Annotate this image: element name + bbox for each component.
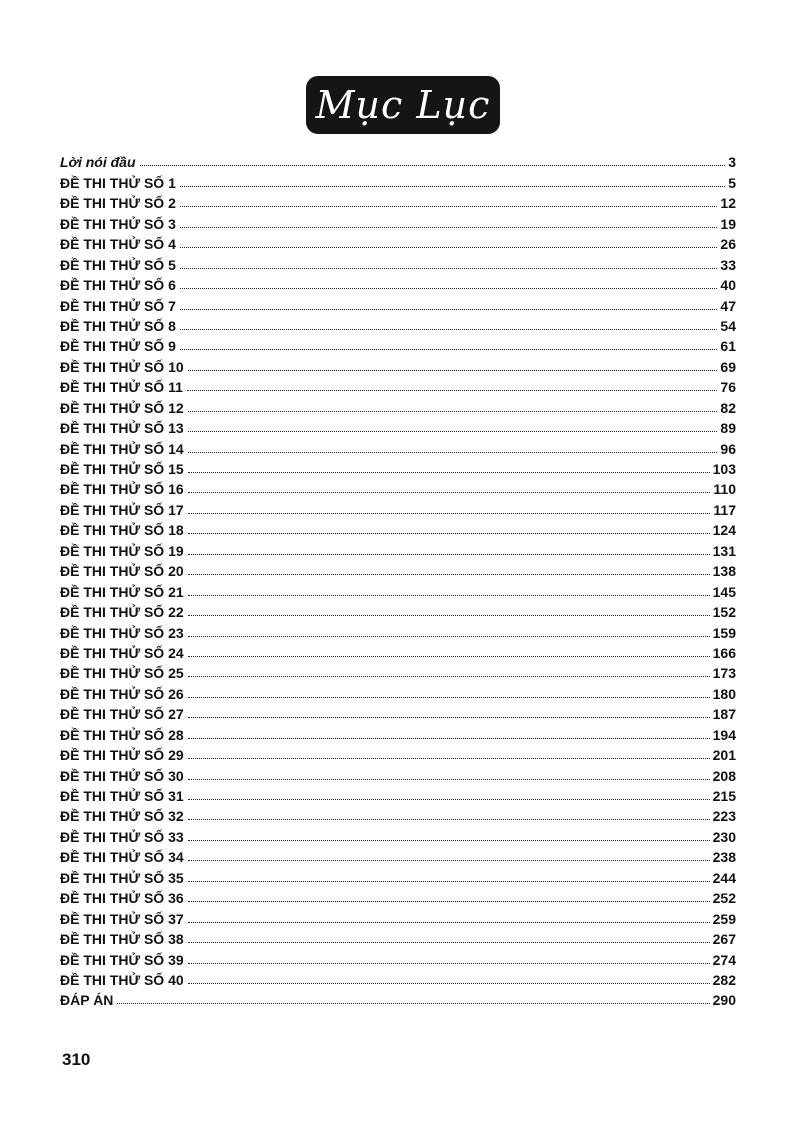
- toc-entry: [60, 538, 736, 558]
- toc-entry-page: 12: [720, 195, 736, 212]
- toc-entry-label: ĐỀ THI THỬ SỐ 14: [60, 440, 184, 457]
- toc-entry-label: ĐỀ THI THỬ SỐ 40: [60, 971, 184, 988]
- toc-entry-page: 173: [712, 665, 736, 682]
- dot-leader: [180, 349, 718, 350]
- toc-title-banner: [306, 76, 500, 134]
- toc-entry-label: ĐỀ THI THỬ SỐ 31: [60, 788, 184, 804]
- toc-entry: [60, 273, 736, 293]
- toc-entry-label: ĐỀ THI THỬ SỐ 20: [60, 563, 184, 580]
- toc-entry: [60, 395, 736, 415]
- toc-entry-label: ĐỀ THI THỬ SỐ 38: [60, 931, 184, 948]
- toc-entry: [60, 211, 736, 231]
- toc-entry-page: 166: [712, 644, 736, 661]
- toc-entry-label: ĐỀ THI THỬ SỐ 11: [60, 379, 183, 396]
- toc-entry-page: 5: [728, 174, 736, 191]
- toc-entry-label: ĐỀ THI THỬ SỐ 27: [60, 706, 184, 723]
- toc-entry-label: ĐỀ THI THỬ SỐ 18: [60, 522, 184, 539]
- toc-entry-label: ĐỀ THI THỬ SỐ 7: [60, 297, 176, 314]
- toc-entry: [60, 559, 736, 579]
- toc-entry-label: ĐỀ THI THỬ SỐ 5: [60, 256, 176, 273]
- toc-entry: [60, 845, 736, 865]
- toc-entry: [60, 436, 736, 456]
- toc-entry-page: 19: [720, 215, 736, 232]
- dot-leader: [188, 554, 710, 555]
- toc-entry: [60, 763, 736, 783]
- toc-entry-label: ĐỀ THI THỬ SỐ 13: [60, 420, 184, 437]
- dot-leader: [188, 717, 710, 718]
- toc-entry-page: 76: [720, 379, 736, 396]
- toc-entry: [60, 927, 736, 947]
- dot-leader: [188, 370, 718, 371]
- toc-entry: [60, 661, 736, 681]
- toc-entry: [60, 579, 736, 599]
- toc-entry: [60, 314, 736, 334]
- toc-entry-page: 61: [720, 338, 736, 355]
- toc-entry-page: 3: [728, 154, 736, 171]
- toc-entry-page: 69: [720, 358, 736, 375]
- dot-leader: [188, 942, 710, 943]
- dot-leader: [188, 758, 710, 759]
- toc-entry-page: 138: [712, 563, 736, 580]
- dot-leader: [188, 819, 710, 820]
- toc-entry-page: 26: [720, 236, 736, 253]
- toc-entry-label: ĐỀ THI THỬ SỐ 26: [60, 685, 184, 702]
- toc-entry-label: ĐỀ THI THỬ SỐ 37: [60, 910, 184, 927]
- toc-entry-label: ĐỀ THI THỬ SỐ 15: [60, 461, 184, 477]
- toc-entry-label: ĐỀ THI THỬ SỐ 32: [60, 808, 184, 825]
- dot-leader: [188, 636, 710, 637]
- dot-leader: [180, 247, 718, 248]
- dot-leader: [188, 901, 710, 902]
- toc-entry: [60, 906, 736, 926]
- toc-entry-page: 259: [712, 910, 736, 927]
- dot-leader: [180, 268, 718, 269]
- toc-entry-label: ĐỀ THI THỬ SỐ 4: [60, 236, 176, 253]
- toc-entry: [60, 804, 736, 824]
- toc-entry-page: 187: [712, 706, 736, 723]
- toc-entry: [60, 170, 736, 190]
- dot-leader: [188, 533, 710, 534]
- toc-entry: [60, 886, 736, 906]
- toc-entry-label: ĐỀ THI THỬ SỐ 35: [60, 869, 184, 886]
- toc-entry-page: 267: [712, 931, 736, 948]
- dot-leader: [117, 1003, 709, 1004]
- toc-entry-page: 145: [712, 583, 736, 600]
- toc-entry-page: 82: [720, 399, 736, 416]
- toc-entry: [60, 968, 736, 988]
- toc-title: Mục Lục: [315, 83, 491, 127]
- dot-leader: [180, 186, 725, 187]
- toc-entry: [60, 865, 736, 885]
- dot-leader: [188, 595, 710, 596]
- dot-leader: [180, 206, 718, 207]
- toc-entry-page: 152: [712, 604, 736, 621]
- toc-entry: [60, 722, 736, 742]
- toc-entry-label: ĐỀ THI THỬ SỐ 17: [60, 501, 184, 518]
- toc-entry: [60, 600, 736, 620]
- toc-entry-page: 238: [712, 849, 736, 866]
- toc-entry-page: 110: [713, 481, 736, 498]
- toc-entry: [60, 150, 736, 170]
- toc-entry-page: 215: [712, 788, 736, 804]
- dot-leader: [188, 963, 710, 964]
- dot-leader: [188, 431, 718, 432]
- dot-leader: [140, 165, 726, 166]
- toc-entry: [60, 354, 736, 374]
- toc-entry-page: 117: [713, 501, 736, 518]
- dot-leader: [188, 799, 710, 800]
- dot-leader: [188, 615, 710, 616]
- dot-leader: [187, 390, 718, 391]
- toc-entry-page: 194: [712, 726, 736, 743]
- toc-entry-label: ĐỀ THI THỬ SỐ 16: [60, 481, 184, 498]
- toc-entry-page: 124: [712, 522, 736, 539]
- dot-leader: [180, 329, 718, 330]
- toc-entry-page: 201: [712, 747, 736, 764]
- dot-leader: [188, 983, 710, 984]
- toc-entry-label: ĐỀ THI THỬ SỐ 30: [60, 767, 184, 784]
- toc-entry-page: 208: [712, 767, 736, 784]
- toc-entry-label: ĐỀ THI THỬ SỐ 23: [60, 624, 184, 641]
- toc-entry-page: 282: [712, 971, 736, 988]
- toc-entry: [60, 620, 736, 640]
- dot-leader: [188, 840, 710, 841]
- toc-entry-label: ĐỀ THI THỬ SỐ 2: [60, 195, 176, 212]
- toc-entry-label: ĐỀ THI THỬ SỐ 29: [60, 747, 184, 764]
- toc-entry: [60, 375, 736, 395]
- dot-leader: [188, 922, 710, 923]
- toc-entry: [60, 457, 736, 477]
- toc-entry: [60, 988, 736, 1008]
- toc-entry-page: 40: [720, 277, 736, 294]
- dot-leader: [188, 738, 710, 739]
- dot-leader: [188, 656, 710, 657]
- toc-entry-page: 223: [712, 808, 736, 825]
- toc-entry: [60, 293, 736, 313]
- toc-entry: [60, 497, 736, 517]
- toc-entry-page: 54: [720, 317, 736, 334]
- page-number: 310: [62, 1050, 91, 1069]
- toc-entry-label: ĐỀ THI THỬ SỐ 12: [60, 399, 184, 416]
- dot-leader: [188, 574, 710, 575]
- toc-entry-label: ĐỀ THI THỬ SỐ 3: [60, 215, 176, 232]
- toc-entry-label: ĐỀ THI THỬ SỐ 39: [60, 951, 184, 968]
- toc-entry-label: ĐỀ THI THỬ SỐ 28: [60, 726, 184, 743]
- toc-entry-label: Lời nói đầu: [60, 154, 136, 171]
- toc-entry: [60, 477, 736, 497]
- toc-entry-page: 180: [712, 685, 736, 702]
- toc-entry: [60, 334, 736, 354]
- toc-entry-label: ĐÁP ÁN: [60, 992, 114, 1009]
- dot-leader: [188, 860, 710, 861]
- dot-leader: [188, 779, 710, 780]
- toc-entry: [60, 191, 736, 211]
- toc-entry-label: ĐỀ THI THỬ SỐ 22: [60, 604, 184, 621]
- toc-entry: [60, 681, 736, 701]
- toc-entry-label: ĐỀ THI THỬ SỐ 21: [60, 583, 184, 600]
- dot-leader: [188, 513, 711, 514]
- toc-entry-label: ĐỀ THI THỬ SỐ 9: [60, 338, 176, 355]
- toc-entry-page: 274: [712, 951, 736, 968]
- toc-entry-page: 159: [712, 624, 736, 641]
- dot-leader: [188, 492, 711, 493]
- dot-leader: [188, 411, 718, 412]
- toc-entry-page: 290: [712, 992, 736, 1009]
- table-of-contents: [60, 150, 736, 1008]
- toc-entry-label: ĐỀ THI THỬ SỐ 19: [60, 542, 184, 559]
- toc-entry-page: 96: [720, 440, 736, 457]
- toc-entry: [60, 824, 736, 844]
- toc-entry: [60, 232, 736, 252]
- toc-entry: [60, 416, 736, 436]
- toc-entry-label: ĐỀ THI THỬ SỐ 36: [60, 890, 184, 907]
- toc-entry-label: ĐỀ THI THỬ SỐ 8: [60, 317, 176, 334]
- toc-entry-page: 230: [712, 828, 736, 845]
- toc-entry-page: 103: [712, 461, 736, 477]
- toc-entry: [60, 743, 736, 763]
- toc-entry-label: ĐỀ THI THỬ SỐ 1: [60, 174, 176, 191]
- dot-leader: [188, 697, 710, 698]
- toc-entry: [60, 518, 736, 538]
- toc-entry-label: ĐỀ THI THỬ SỐ 24: [60, 644, 184, 661]
- toc-entry-label: ĐỀ THI THỬ SỐ 33: [60, 828, 184, 845]
- toc-entry-page: 33: [720, 256, 736, 273]
- dot-leader: [180, 288, 718, 289]
- toc-entry-page: 252: [712, 890, 736, 907]
- dot-leader: [180, 227, 718, 228]
- dot-leader: [180, 309, 718, 310]
- dot-leader: [188, 452, 718, 453]
- toc-entry-label: ĐỀ THI THỬ SỐ 10: [60, 358, 184, 375]
- toc-entry-label: ĐỀ THI THỬ SỐ 34: [60, 849, 184, 866]
- toc-entry-label: ĐỀ THI THỬ SỐ 25: [60, 665, 184, 682]
- toc-entry: [60, 702, 736, 722]
- toc-entry-label: ĐỀ THI THỬ SỐ 6: [60, 277, 176, 294]
- toc-entry: [60, 252, 736, 272]
- dot-leader: [188, 881, 710, 882]
- toc-entry: [60, 947, 736, 967]
- toc-entry: [60, 784, 736, 804]
- dot-leader: [188, 676, 710, 677]
- dot-leader: [188, 472, 710, 473]
- toc-entry-page: 89: [720, 420, 736, 437]
- toc-entry: [60, 641, 736, 661]
- toc-entry-page: 47: [720, 297, 736, 314]
- toc-entry-page: 244: [712, 869, 736, 886]
- toc-entry-page: 131: [712, 542, 736, 559]
